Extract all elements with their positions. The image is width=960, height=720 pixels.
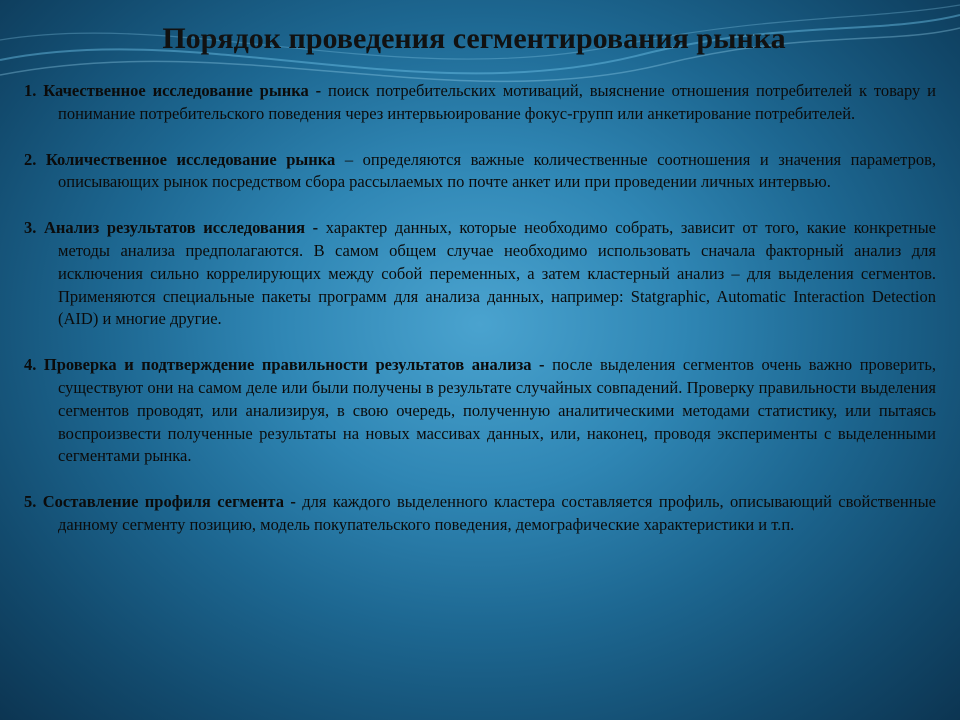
list-item: [24, 491, 936, 537]
item-text: для каждого выделенного кластера составляется профиль, описывающий свойственные данному сегменту позицию, модель покупательского поведения, демографические характеристики и т.п.: [58, 492, 936, 534]
item-text: после выделения сегментов очень важно проверить, существуют они на самом деле или были получены в результате случайных совпадений. Проверку правильности выделения сегментов проводят, или анализируя, в свою очередь, полученную аналитическими методами статистику, или пытаясь воспроизвести полученные результаты на новых массивах данных, или, наконец, проводя эксперименты с выделенными сегментами рынка.: [58, 355, 936, 466]
item-text: поиск потребительских мотиваций, выяснение отношения потребителей к товару и понимание потребительского поведения через интервьюирование фокус-групп или анкетирование потребителей.: [58, 81, 936, 123]
item-heading: 4. Проверка и подтверждение правильности результатов анализа -: [24, 355, 545, 375]
list-item: [24, 80, 936, 126]
item-heading: 3. Анализ результатов исследования -: [24, 218, 319, 238]
item-text: – определяются важные количественные соотношения и значения параметров, описывающих рынок посредством сбора рассылаемых по почте анкет или при проведении личных интервью.: [58, 149, 936, 192]
item-heading: 1. Качественное исследование рынка -: [24, 81, 322, 100]
list-item: [24, 354, 936, 468]
list-item: [24, 217, 936, 331]
slide-title: Порядок проведения сегментирования рынка: [162, 22, 786, 55]
item-text: характер данных, которые необходимо собрать, зависит от того, какие конкретные методы анализа предполагаются. В самом общем случае необходимо использовать сначала факторный анализ для исключения сильно коррелирующих между собой переменных, а затем кластерный анализ – для выделения сегментов. Применяются специальные пакеты программ для анализа данных, например: Statgraphic, Automatic Interaction Detection (AID) и многие другие.: [58, 218, 936, 329]
slide-content: [24, 80, 936, 560]
item-heading: 2. Количественное исследование рынка: [24, 149, 336, 169]
list-item: [24, 149, 936, 195]
item-heading: 5. Составление профиля сегмента -: [24, 492, 296, 512]
